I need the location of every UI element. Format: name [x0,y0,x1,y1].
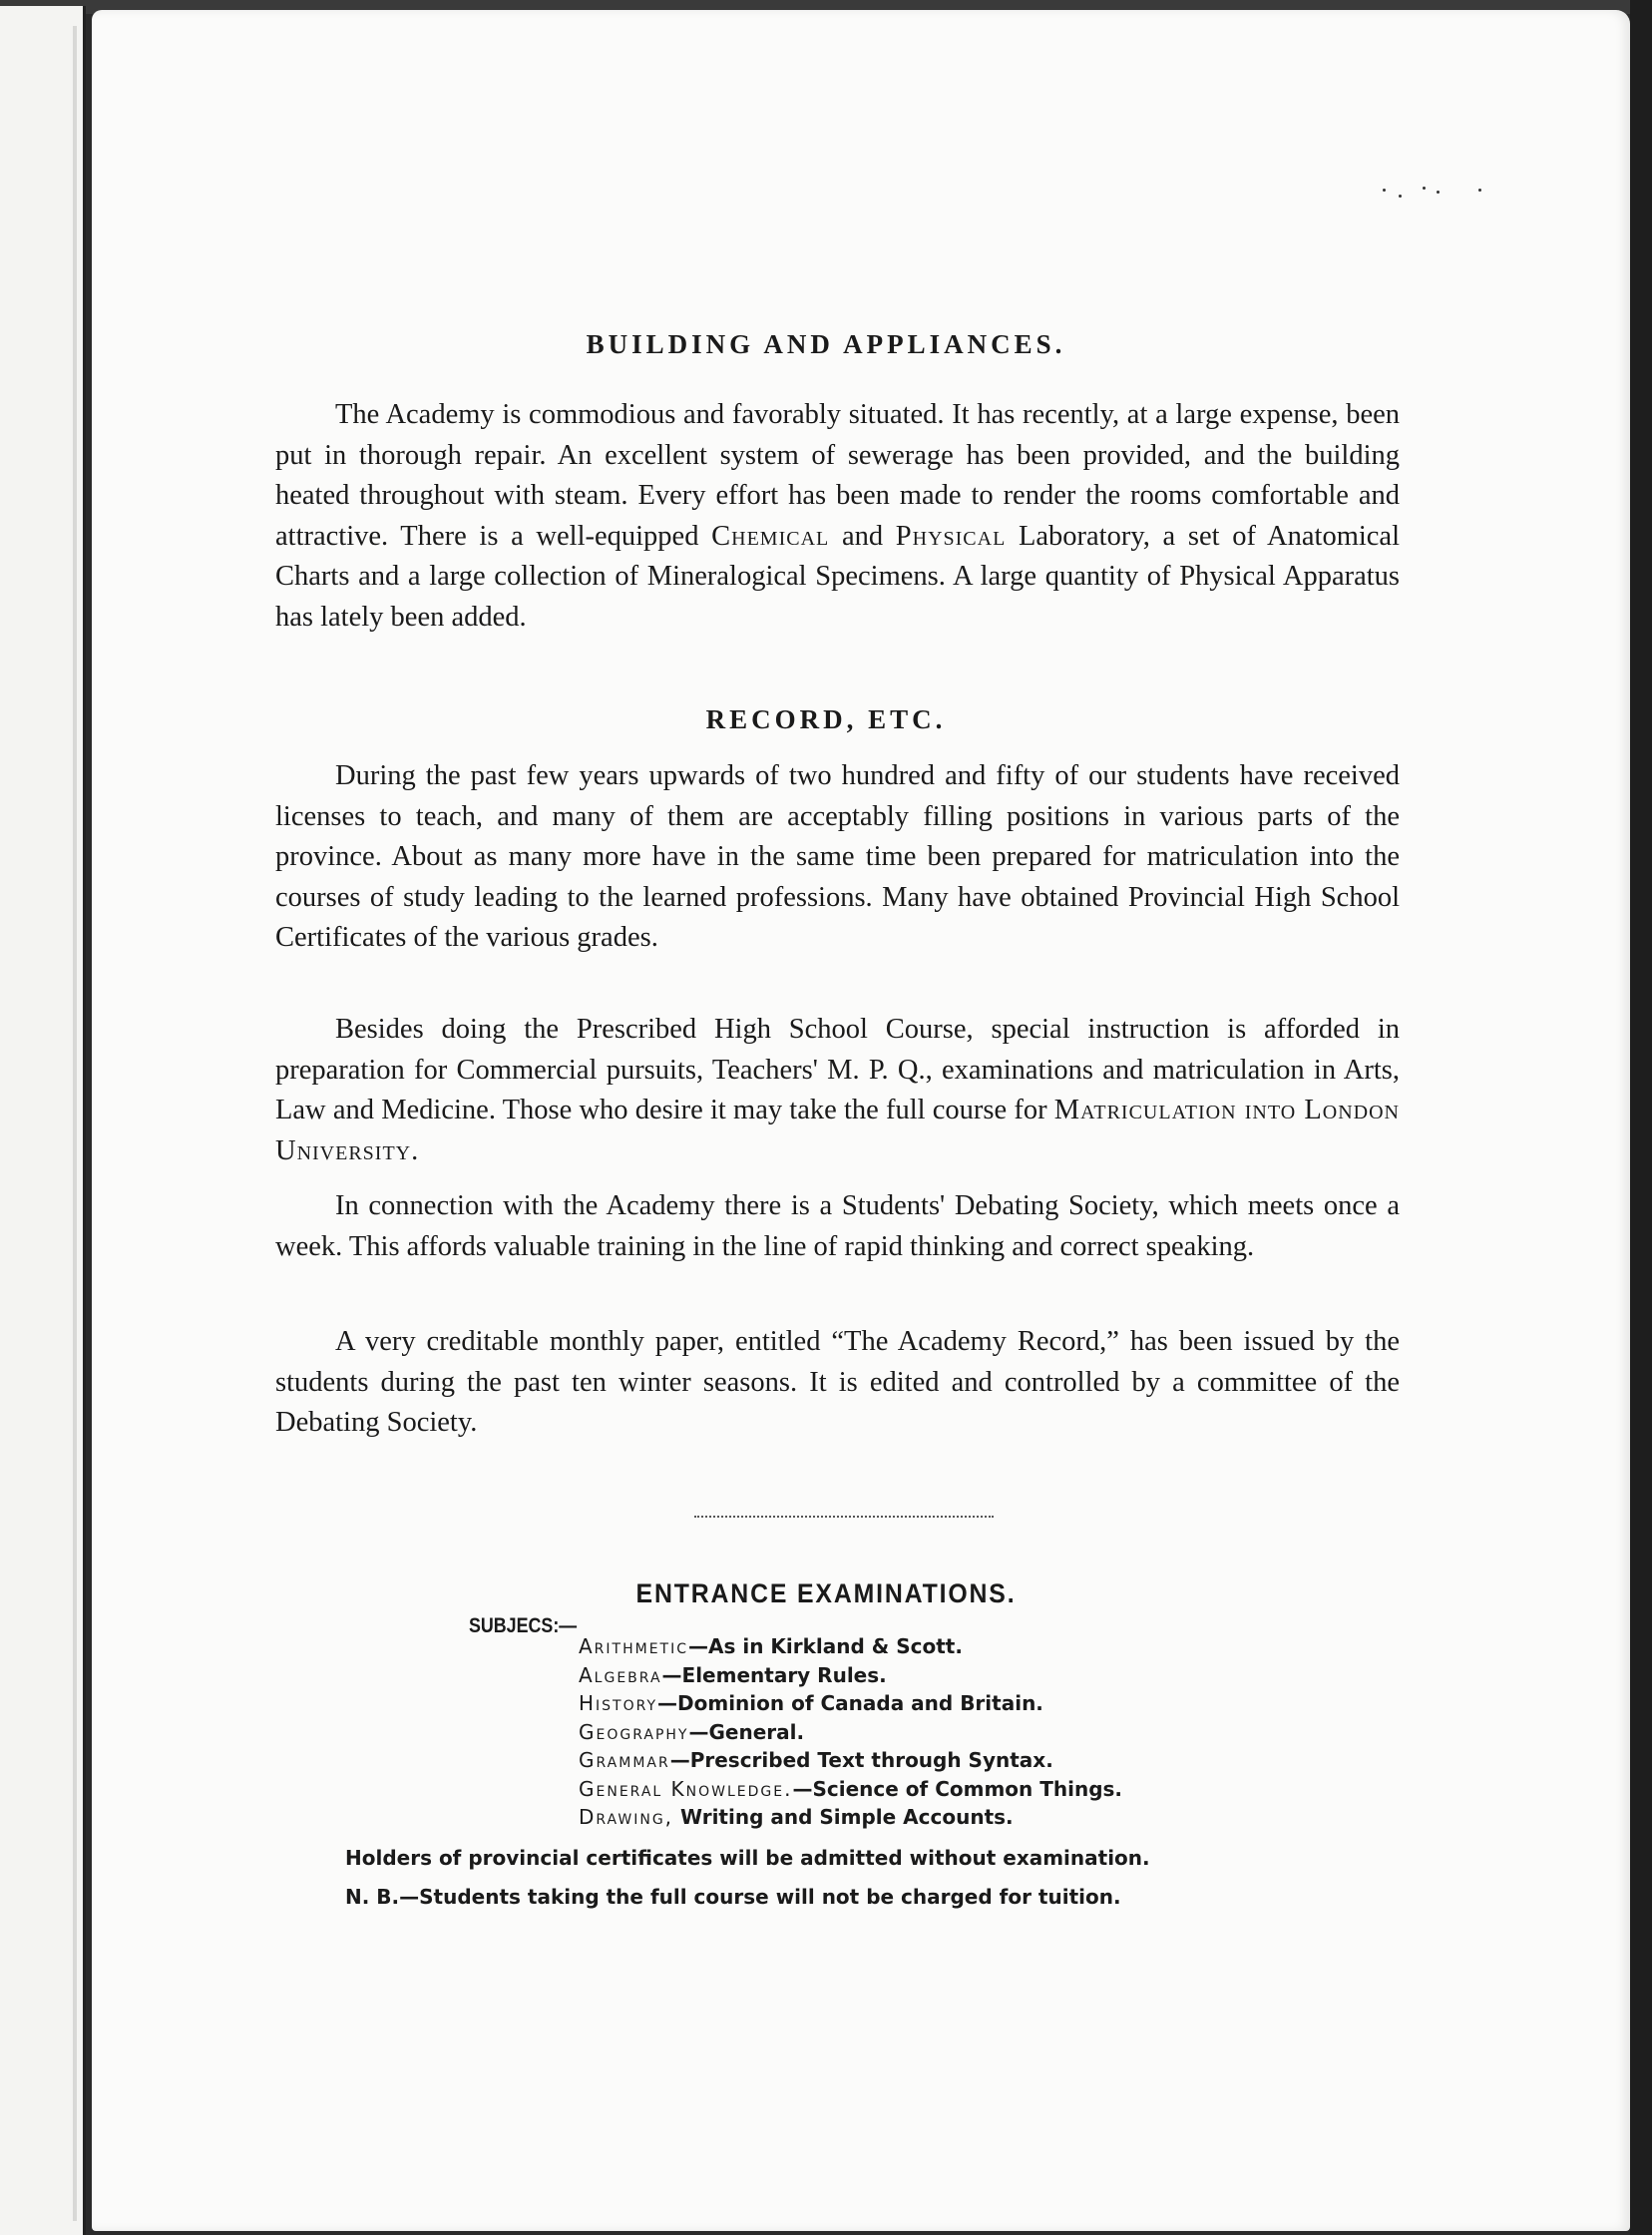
text-run: Laboratory, a set of Anatomical Charts and a large collection of Mineralogical Specimens. A large quantity of Physical Apparatus has lately been added. [275,520,1401,633]
subject-name: Grammar [579,1748,670,1772]
paragraph-building [275,395,1400,639]
subject-item [579,1632,1122,1661]
speck [1383,189,1386,192]
subject-item [579,1746,1122,1775]
paragraph-record-4: A very creditable monthly paper, entitled “The Academy Record,” has been issued by the students during the past ten winter seasons. It is edited and controlled by a committee of the Debating Society. [275,1326,1400,1439]
subject-item [579,1661,1122,1690]
paragraph-record-1: During the past few years upwards of two hundred and fifty of our students have received licenses to teach, and many of them are acceptably filling positions in various parts of the province. About as many more have in the same time been prepared for matriculation into the courses of study leading to the learned professions. Many have obtained Provincial High School Certificates of the various grades. [275,760,1400,954]
subject-item [579,1803,1122,1832]
subject-list [579,1632,1122,1832]
section-divider [694,1516,994,1518]
subject-desc: —Prescribed Text through Syntax. [669,1748,1053,1772]
subject-desc: —Dominion of Canada and Britain. [657,1691,1043,1715]
paragraph-record-2 [275,1010,1400,1171]
subject-desc: Writing and Simple Accounts. [673,1805,1014,1829]
speck [1478,189,1481,192]
small-caps-chemical: Chemical [711,520,830,552]
heading-building-and-appliances: BUILDING AND APPLIANCES. [586,329,1066,359]
speck [1423,187,1426,190]
note-tuition: N. B.—Students taking the full course will not be charged for tuition. [345,1885,1121,1909]
subject-name: Algebra [579,1662,662,1687]
small-caps-physical: Physical [895,520,1007,552]
subject-name: Drawing, [579,1805,674,1829]
speck [1437,191,1440,194]
subject-name: Arithmetic [579,1634,688,1658]
subject-item [579,1718,1122,1747]
subject-name: History [579,1691,658,1715]
small-caps-matriculation: Matriculation into London University. [275,1095,1400,1166]
note-certificates: Holders of provincial certificates will be admitted without examination. [345,1846,1150,1870]
subject-item [579,1689,1122,1718]
scan-specks [1379,185,1528,199]
text-run: Besides doing the Prescribed High School Course, special instruction is afforded in preparation for Commercial pursuits, Teachers' M. P. Q., examinations and matriculation in Arts, Law and Medicine. Those who desire it may take the full course for [275,1014,1400,1126]
subject-name: Geography [579,1719,689,1744]
heading-record: RECORD, ETC. [705,704,947,734]
paragraph-record-3: In connection with the Academy there is a Students' Debating Society, which meets once a week. This affords valuable training in the line of rapid thinking and correct speaking. [275,1190,1400,1262]
subject-name: General Knowledge. [579,1776,793,1801]
subjects-label: SUBJECS:— [469,1614,578,1637]
text-run: and [829,520,896,552]
heading-entrance-examinations: ENTRANCE EXAMINATIONS. [635,1578,1017,1608]
subject-desc: —As in Kirkland & Scott. [688,1634,963,1658]
subject-item [579,1775,1122,1804]
subject-desc: —General. [688,1719,805,1744]
text-run: The Academy is commodious and favorably situated. It has recently, at a large expense, been put in thorough repair. An excellent system of sewerage has been provided, and the building heated throughout with steam. Every effort has been made to render the rooms comfortable and attractive. There is a well-equipped [275,399,1400,552]
speck [1399,195,1402,198]
subject-desc: —Elementary Rules. [661,1662,887,1687]
subject-desc: —Science of Common Things. [792,1776,1123,1801]
